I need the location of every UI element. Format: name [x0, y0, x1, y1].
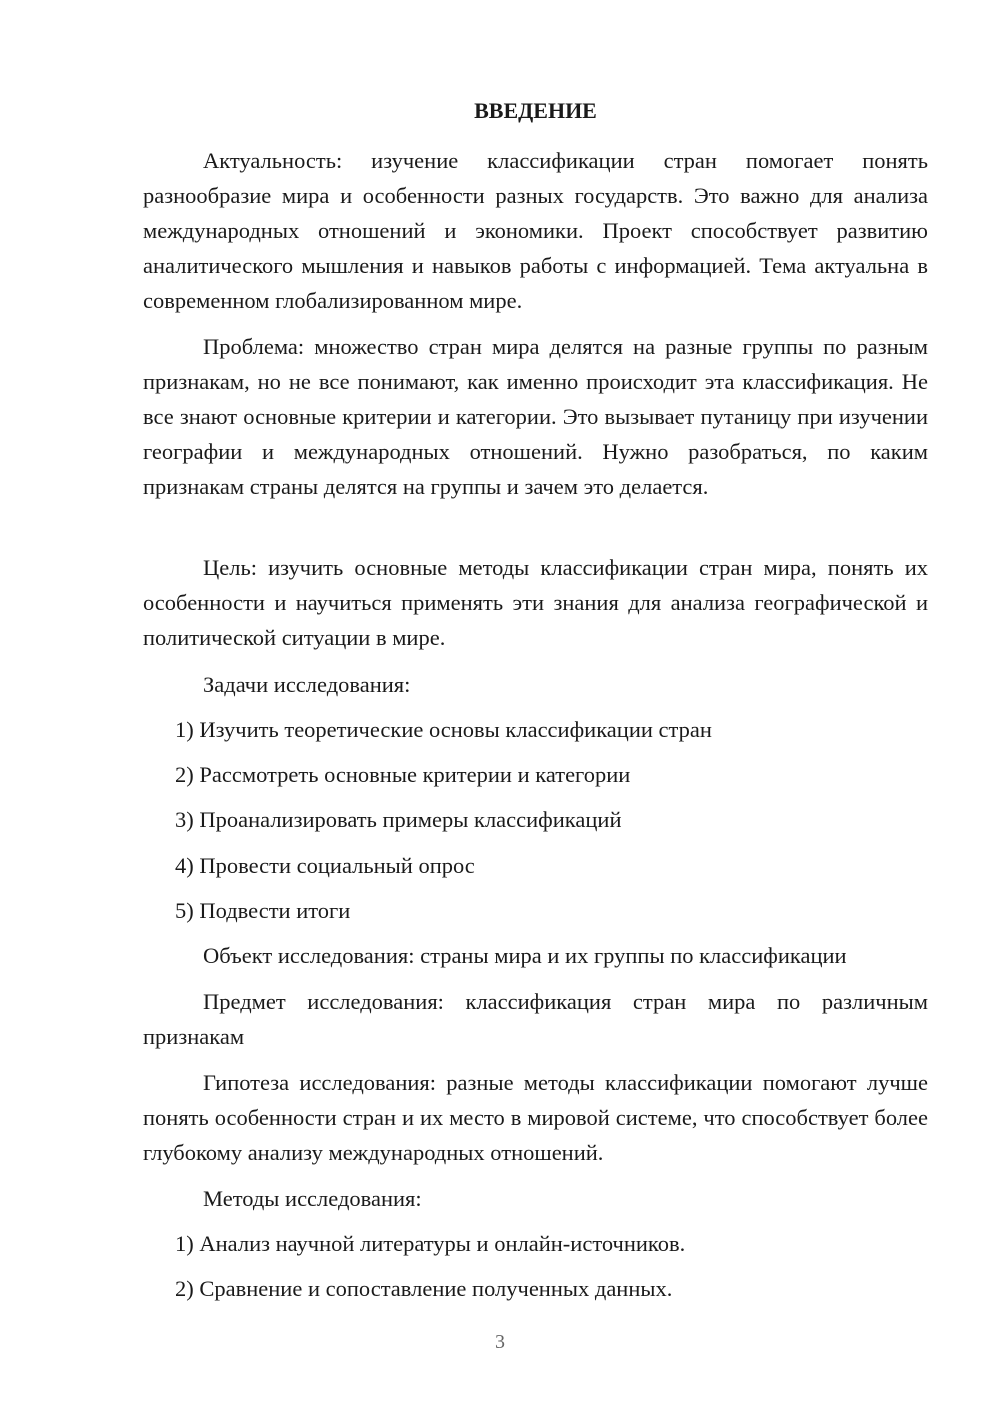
section-heading: ВВЕДЕНИЕ — [474, 98, 597, 123]
task-item-2: 2) Рассмотреть основные критерии и категории — [175, 762, 631, 787]
page-number: 3 — [495, 1331, 505, 1353]
object-line: Объект исследования: страны мира и их группы по классификации — [203, 943, 847, 968]
task-item-4: 4) Провести социальный опрос — [175, 853, 475, 878]
task-item-3: 3) Проанализировать примеры классификаций — [175, 807, 622, 832]
problem-paragraph: Проблема: множество стран мира делятся на разные группы по разным признакам, но не все понимают, как именно происходит эта классификация. Не все знают основные критерии и категории. Это вызывает путаницу при изучении географии и международных отношений. Нужно разобраться, по каким признакам страны делятся на группы и зачем это делается. — [143, 334, 928, 499]
hypothesis-paragraph: Гипотеза исследования: разные методы классификации помогают лучше понять особенности стран и их место в мировой системе, что способствует более глубокому анализу международных отношений. — [143, 1070, 928, 1165]
goal-paragraph: Цель: изучить основные методы классификации стран мира, понять их особенности и научиться применять эти знания для анализа географической и политической ситуации в мире. — [143, 555, 928, 650]
task-item-5: 5) Подвести итоги — [175, 898, 351, 923]
subject-paragraph: Предмет исследования: классификация стран мира по различным признакам — [143, 989, 928, 1049]
tasks-label: Задачи исследования: — [203, 672, 411, 697]
relevance-paragraph: Актуальность: изучение классификации стран помогает понять разнообразие мира и особенности разных государств. Это важно для анализа международных отношений и экономики. Проект способствует развитию аналитического мышления и навыков работы с информацией. Тема актуальна в современном глобализированном мире. — [143, 148, 928, 313]
method-item-1: 1) Анализ научной литературы и онлайн-источников. — [175, 1231, 686, 1256]
task-item-1: 1) Изучить теоретические основы классификации стран — [175, 717, 712, 742]
method-item-2: 2) Сравнение и сопоставление полученных данных. — [175, 1276, 673, 1301]
methods-label: Методы исследования: — [203, 1186, 422, 1211]
